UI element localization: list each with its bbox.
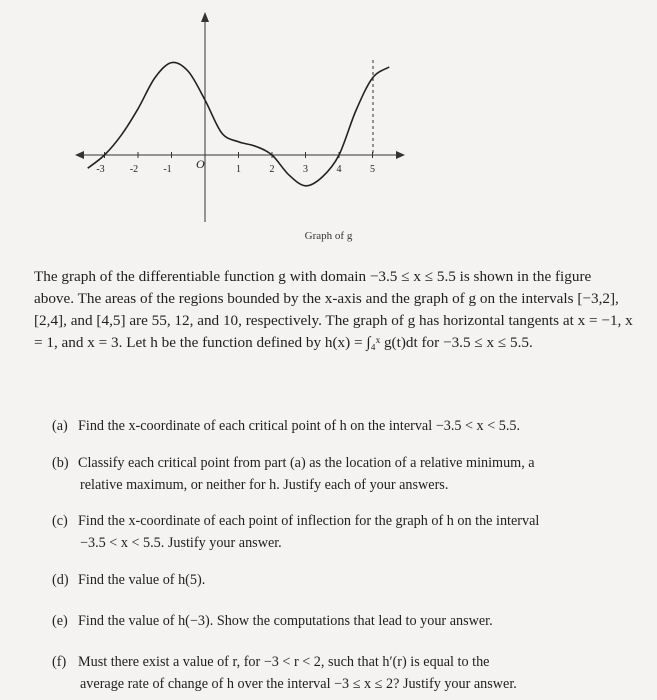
question-e-label: (e): [52, 613, 68, 629]
question-b-label: (b): [52, 455, 69, 471]
tick-label: -1: [163, 164, 172, 175]
tick-label: 4: [336, 164, 342, 175]
question-d-label: (d): [52, 572, 69, 588]
question-e-text: Find the value of h(−3). Show the computations that lead to your answer.: [78, 613, 493, 629]
tick-label: 3: [303, 164, 308, 175]
question-f-cont: average rate of change of h over the interval −3 ≤ x ≤ 2? Justify your answer.: [80, 676, 517, 692]
question-b-cont: relative maximum, or neither for h. Justify each of your answers.: [80, 477, 449, 493]
question-d-text: Find the value of h(5).: [78, 572, 206, 588]
question-b: [52, 452, 622, 496]
tick-label: -2: [129, 164, 139, 175]
x-axis-arrow: [396, 151, 405, 159]
question-d: [52, 569, 622, 591]
tick-label: -3: [96, 164, 105, 175]
tick-label: 2: [269, 164, 275, 175]
question-f: [52, 651, 622, 695]
y-axis-arrow: [201, 12, 209, 22]
problem-intro: The graph of the differentiable function g with domain −3.5 ≤ x ≤ 5.5 is shown in the figure above. The areas of the regions bounded by the x-axis and the graph of g on the intervals [−3,2], [2,4], and [4,5] are 55, 12, and 10, respectively. The graph of g has horizontal tangents at x = −1, x = 1, and x = 3. Let h be the function defined by h(x) = ∫₄ˣ g(t)dt for −3.5 ≤ x ≤ 5.5.: [34, 268, 633, 351]
question-c: [52, 510, 622, 554]
question-b-text: Classify each critical point from part (a) as the location of a relative minimum, a: [78, 455, 535, 471]
question-c-label: (c): [52, 513, 68, 529]
question-a: [52, 415, 622, 437]
question-e: [52, 610, 622, 632]
question-a-text: Find the x-coordinate of each critical point of h on the interval −3.5 < x < 5.5.: [78, 418, 521, 434]
x-axis-arrow-left: [75, 151, 84, 159]
question-f-text: Must there exist a value of r, for −3 < r < 2, such that h′(r) is equal to the: [78, 654, 490, 670]
question-f-label: (f): [52, 654, 67, 670]
graph-caption: Graph of g: [304, 230, 353, 242]
tick-label: 1: [236, 164, 241, 175]
question-c-text: Find the x-coordinate of each point of inflection for the graph of h on the interval: [78, 513, 540, 529]
origin-label: O: [196, 157, 205, 171]
question-a-label: (a): [52, 418, 68, 434]
tick-label: 5: [370, 164, 375, 175]
graph-of-g: [0, 0, 657, 230]
graph-figure: [0, 0, 657, 250]
question-c-cont: −3.5 < x < 5.5. Justify your answer.: [80, 535, 282, 551]
